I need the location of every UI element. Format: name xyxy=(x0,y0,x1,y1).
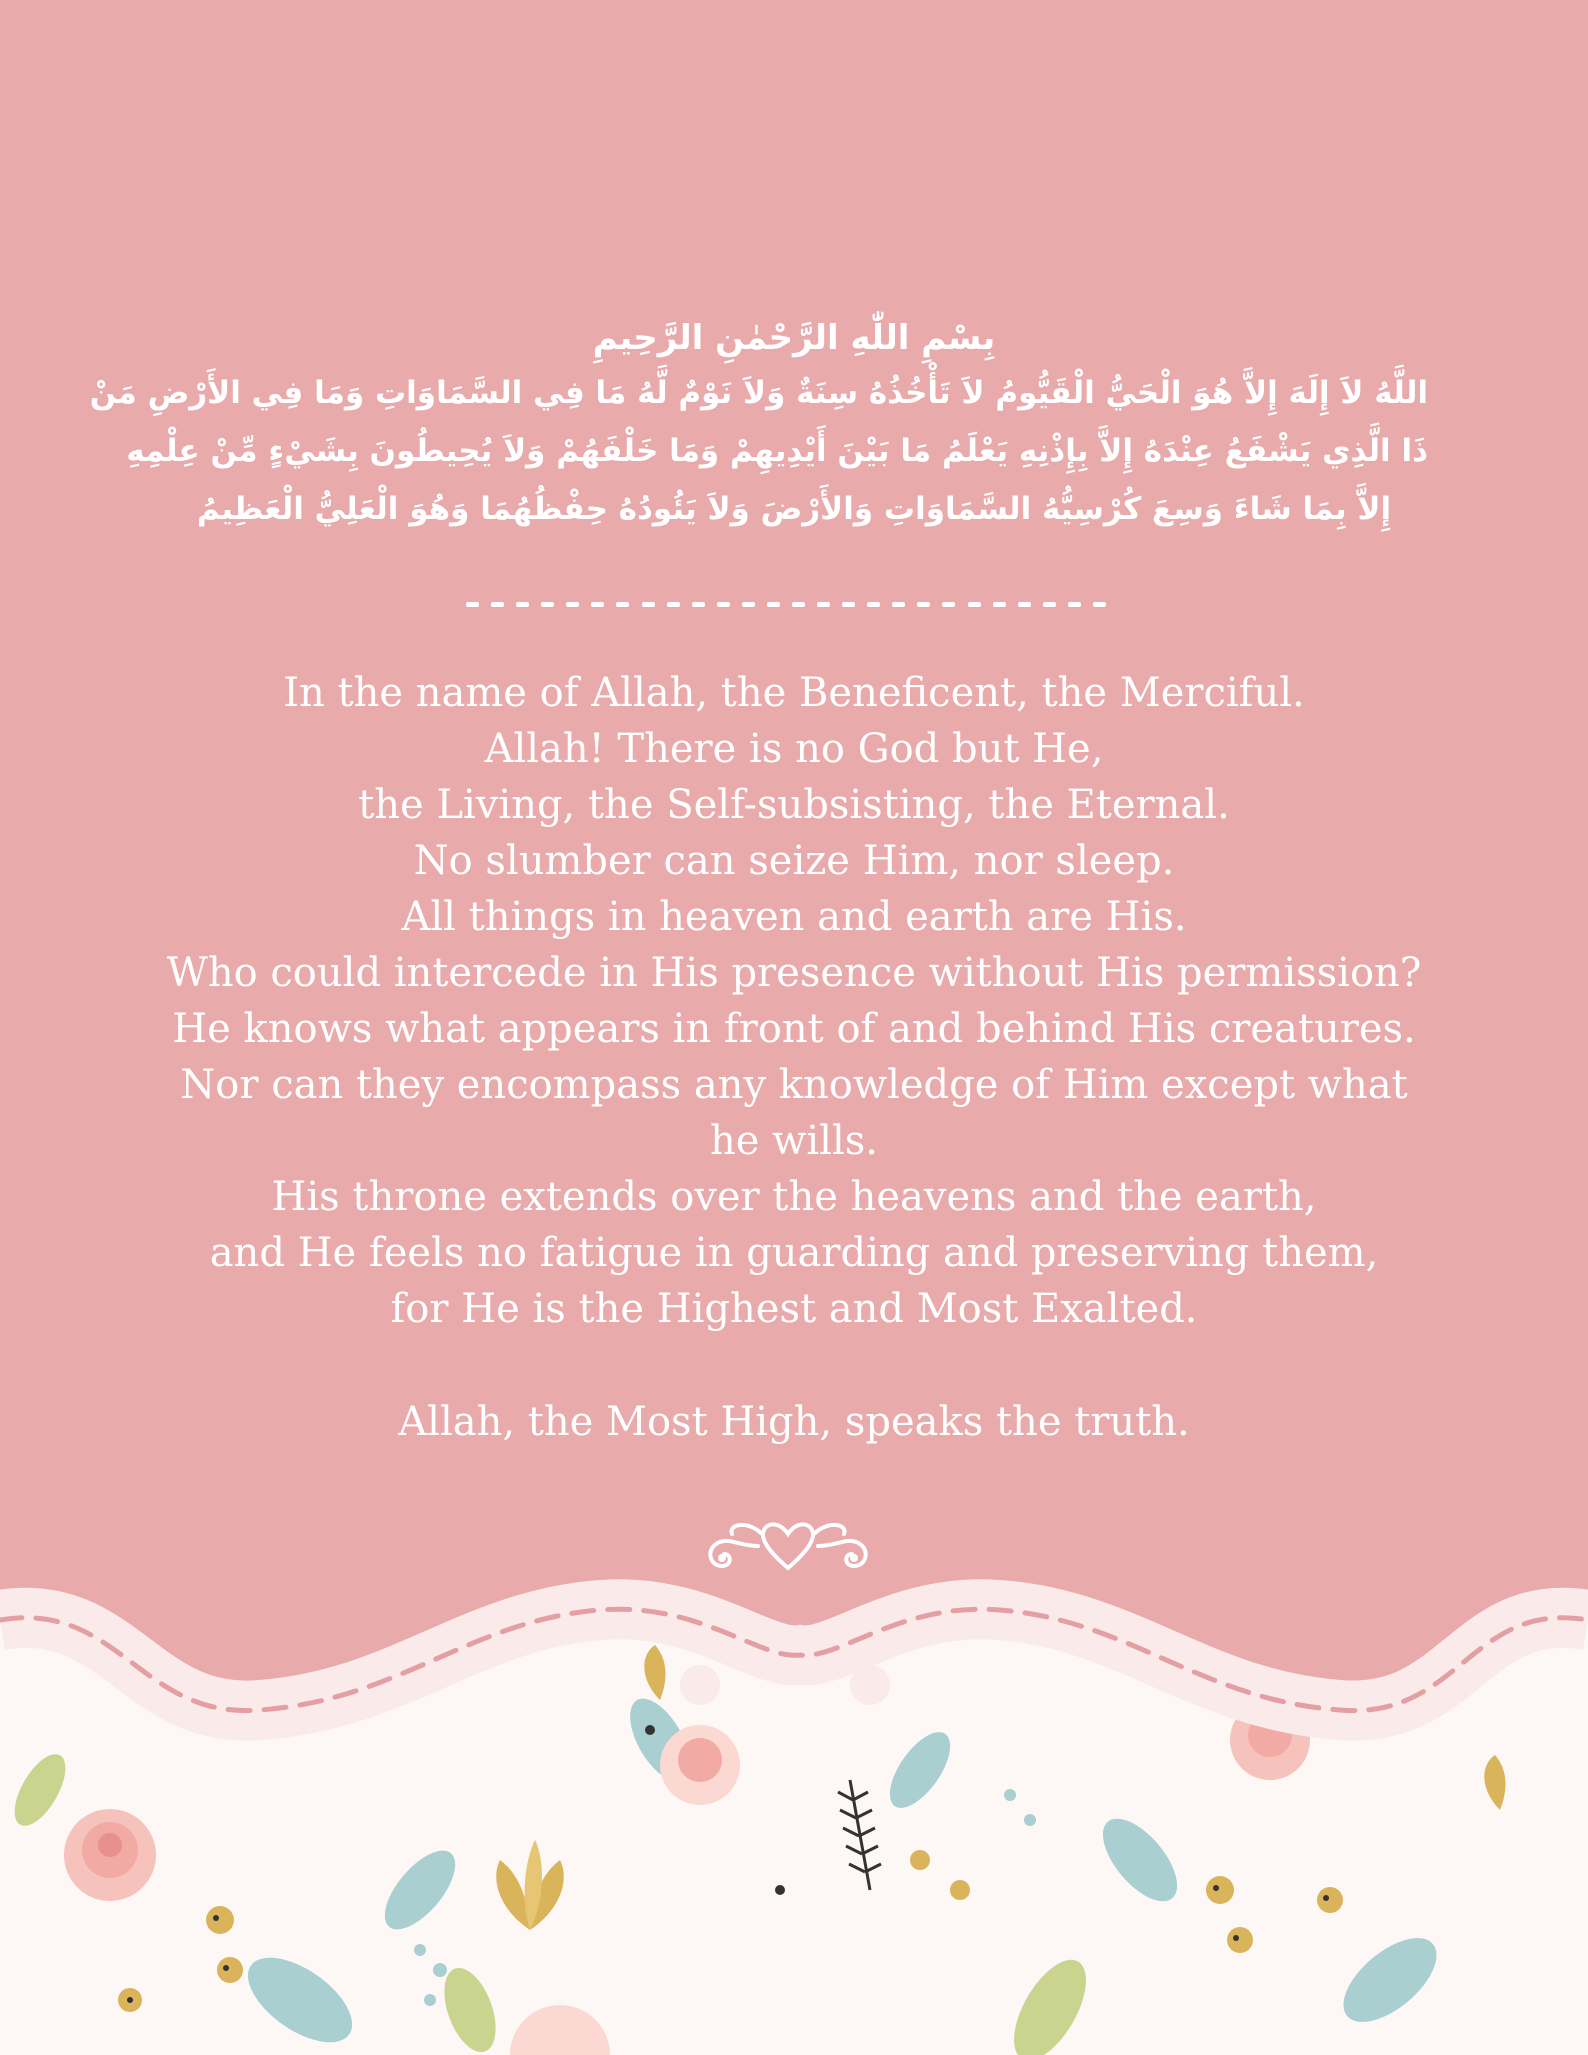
divider-dash xyxy=(1018,602,1031,607)
divider-dash xyxy=(968,602,981,607)
english-line-7: He knows what appears in front of and behind His creatures. xyxy=(172,1006,1416,1052)
english-line-1: In the name of Allah, the Beneficent, the Merciful. xyxy=(283,670,1305,716)
divider-dash xyxy=(642,602,655,607)
divider-dash xyxy=(767,602,780,607)
arabic-line-2: ذَا الَّذِي يَشْفَعُ عِنْدَهُ إِلاَّ بِإِذْنِهِ يَعْلَمُ مَا بَيْنَ أَيْدِيهِمْ وَمَا خَلْفَهُمْ وَلاَ يُحِيطُونَ بِشَيْءٍ مِّنْ عِلْمِهِ xyxy=(126,433,1428,469)
divider-dash xyxy=(993,602,1006,607)
divider-dash xyxy=(616,602,629,607)
divider-dash xyxy=(692,602,705,607)
divider-dash xyxy=(667,602,680,607)
arabic-line-1: اللَّهُ لاَ إِلَهَ إِلاَّ هُوَ الْحَيُّ الْقَيُّومُ لاَ تَأْخُذُهُ سِنَةٌ وَلاَ نَوْمٌ لَّهُ مَا فِي السَّمَاوَاتِ وَمَا فِي الأَرْضِ مَنْ xyxy=(89,375,1428,411)
english-line-12: for He is the Highest and Most Exalted. xyxy=(390,1286,1198,1332)
closing-line: Allah, the Most High, speaks the truth. xyxy=(398,1399,1190,1445)
divider-dash xyxy=(516,602,529,607)
divider-dash xyxy=(466,602,479,607)
divider-dash xyxy=(792,602,805,607)
dashed-divider xyxy=(466,599,1106,611)
divider-dash xyxy=(892,602,905,607)
english-line-8: Nor can they encompass any knowledge of Him except what xyxy=(180,1062,1408,1108)
english-line-3: the Living, the Self-subsisting, the Eternal. xyxy=(358,782,1230,828)
divider-dash xyxy=(842,602,855,607)
english-line-2: Allah! There is no God but He, xyxy=(484,726,1104,772)
english-line-10: His throne extends over the heavens and the earth, xyxy=(271,1174,1317,1220)
divider-dash xyxy=(717,602,730,607)
divider-dash xyxy=(1093,602,1106,607)
floral-border xyxy=(0,1560,1588,2055)
english-line-5: All things in heaven and earth are His. xyxy=(401,894,1187,940)
arabic-verse xyxy=(89,312,1428,538)
divider-dash xyxy=(1043,602,1056,607)
english-line-9: he wills. xyxy=(709,1118,878,1164)
arabic-basmala: بِسْمِ اللّٰهِ الرَّحْمٰنِ الرَّحِيمِ xyxy=(592,318,996,358)
divider-dash xyxy=(591,602,604,607)
divider-dash xyxy=(942,602,955,607)
divider-dash xyxy=(1068,602,1081,607)
divider-dash xyxy=(541,602,554,607)
english-translation xyxy=(150,665,1438,1337)
english-line-4: No slumber can seize Him, nor sleep. xyxy=(413,838,1175,884)
divider-dash xyxy=(742,602,755,607)
divider-dash xyxy=(867,602,880,607)
divider-dash xyxy=(917,602,930,607)
divider-dash xyxy=(491,602,504,607)
english-line-6: Who could intercede in His presence without His permission? xyxy=(166,950,1422,996)
arabic-line-3: إِلاَّ بِمَا شَاءَ وَسِعَ كُرْسِيُّهُ السَّمَاوَاتِ وَالأَرْضَ وَلاَ يَئُودُهُ حِفْظُهُمَا وَهُوَ الْعَلِيُّ الْعَظِيمُ xyxy=(196,491,1392,527)
divider-dash xyxy=(566,602,579,607)
divider-dash xyxy=(817,602,830,607)
english-line-11: and He feels no fatigue in guarding and preserving them, xyxy=(209,1230,1379,1276)
